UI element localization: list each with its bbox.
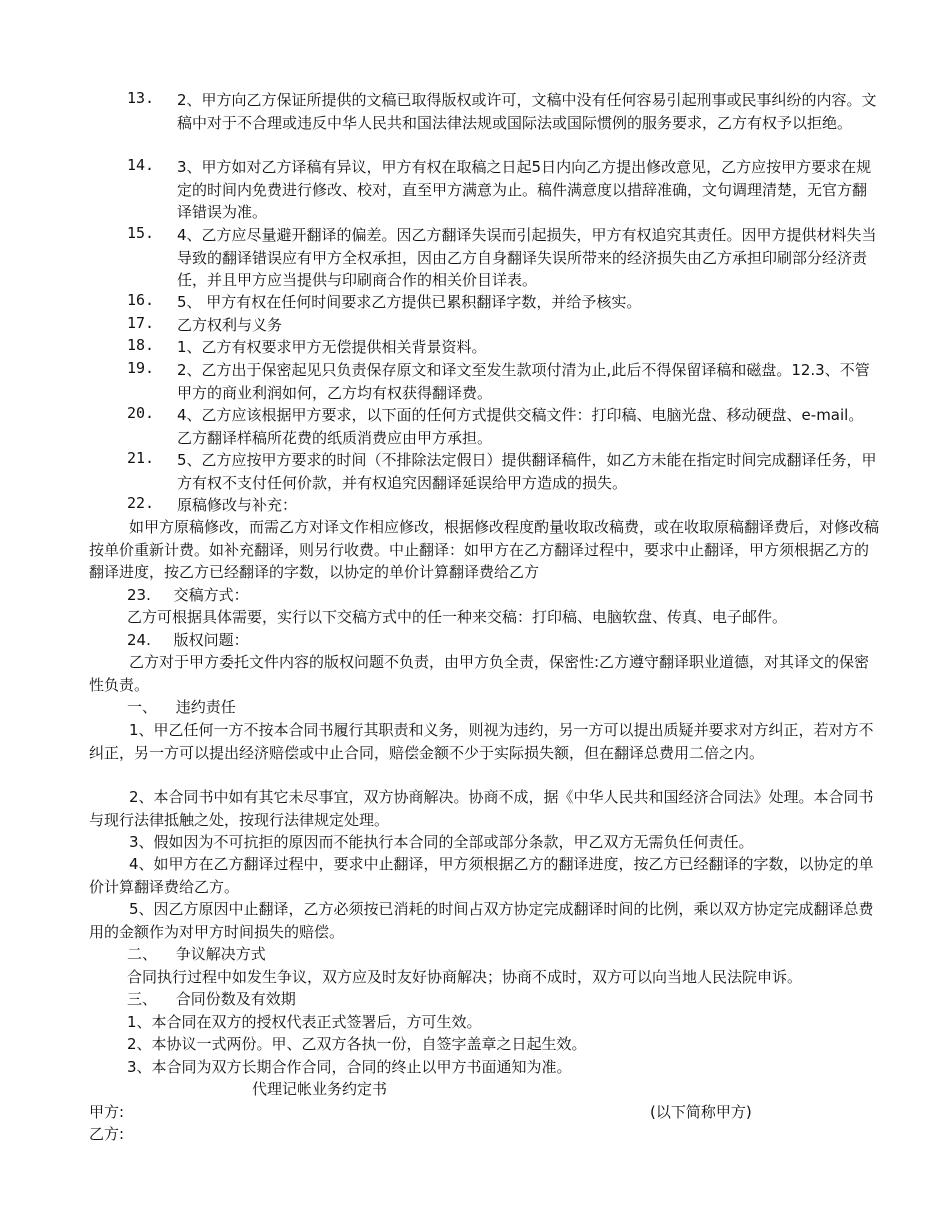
section-heading-3: [127, 988, 296, 1011]
clause-text: 2、乙方出于保密起见只负责保存原文和译文至发生款项付清为止,此后不得保留译稿和磁盘。12.3、不管甲方的商业利润如何，乙方均有权获得翻译费。: [177, 361, 870, 402]
breach-paragraph-1: [89, 719, 879, 764]
validity-line-1: 1、本合同在双方的授权代表正式签署后，方可生效。: [127, 1013, 482, 1031]
breach-text: 1、甲乙任何一方不按本合同书履行其职责和义务，则视为违约，另一方可以提出质疑并要求对方纠正，若对方不纠正，另一方可以提出经济赔偿或中止合同，赔偿金额不少于实际损失额，但在翻译总费用二倍之内。: [89, 721, 874, 762]
breach-text: 2、本合同书中如有其它未尽事宜，双方协商解决。协商不成，据《中华人民共和国经济合同法》处理。本合同书与现行法律抵触之处，按现行法律规定处理。: [89, 788, 874, 829]
clause-number: 19.: [127, 359, 155, 377]
section-title: 争议解决方式: [175, 945, 266, 963]
party-b-label: 乙方:: [89, 1125, 125, 1143]
revision-text: 如甲方原稿修改，而需乙方对译文作相应修改，根据修改程度酌量收取改稿费，或在收取原稿翻译费后，对修改稿按单价重新计费。如补充翻译，则另行收费。中止翻译：如甲方在乙方翻译过程中，要求中止翻译，甲方须根据乙方的翻译进度，按乙方已经翻译的字数，以协定的单价计算翻译费给乙方: [89, 518, 880, 581]
delivery-paragraph: 乙方可根据具体需要，实行以下交稿方式中的任一种来交稿：打印稿、电脑软盘、传真、电子邮件。: [127, 608, 788, 626]
breach-paragraph-2: [89, 786, 879, 831]
clause-text: 3、甲方如对乙方译稿有异议，甲方有权在取稿之日起5日内向乙方提出修改意见，乙方应按甲方要求在规定的时间内免费进行修改、校对，直至甲方满意为止。稿件满意度以措辞准确，文句调理清楚，无官方翻译错误为准。: [177, 158, 872, 221]
breach-text: 4、如甲方在乙方翻译过程中，要求中止翻译，甲方须根据乙方的翻译进度，按乙方已经翻译的字数，以协定的单价计算翻译费给乙方。: [89, 855, 874, 896]
validity-line-3: 3、本合同为双方长期合作合同，合同的终止以甲方书面通知为准。: [127, 1058, 572, 1076]
party-a-label: 甲方:: [89, 1103, 125, 1121]
clause-text: 5、乙方应按甲方要求的时间（不排除法定假日）提供翻译稿件，如乙方未能在指定时间完成翻译任务，甲方有权不支付任何价款，并有权追究因翻译延误给甲方造成的损失。: [177, 451, 877, 492]
clause-number: 24.: [127, 631, 151, 649]
clause-number: 16.: [127, 291, 155, 309]
clause-23: [127, 584, 249, 607]
clause-text: 2、甲方向乙方保证所提供的文稿已取得版权或许可，文稿中没有任何容易引起刑事或民事纠纷的内容。文稿中对于不合理或违反中华人民共和国法律法规或国际法或国际惯例的服务要求，乙方有权予以拒绝。: [177, 91, 877, 132]
breach-paragraph-4: [89, 853, 879, 898]
party-a-note: (以下简称甲方): [650, 1103, 752, 1121]
clause-number: 21.: [127, 449, 155, 467]
clause-number: 20.: [127, 404, 155, 422]
clause-number: 17.: [127, 314, 155, 332]
copyright-text: 乙方对于甲方委托文件内容的版权问题不负责，由甲方负全责，保密性:乙方遵守翻译职业道德，对其译文的保密性负责。: [89, 653, 870, 694]
clause-number: 22.: [127, 494, 155, 512]
clause-text: 5、 甲方有权在任何时间要求乙方提供已累积翻译字数，并给予核实。: [177, 293, 642, 311]
clause-text: 原稿修改与补充：: [177, 496, 298, 514]
breach-text: 3、假如因为不可抗拒的原因而不能执行本合同的全部或部分条款，甲乙双方无需负任何责任。: [129, 833, 754, 851]
breach-paragraph-3: [89, 831, 879, 854]
section-number: 三、: [127, 990, 158, 1008]
clause-text: 4、乙方应该根据甲方要求，以下面的任何方式提供交稿文件：打印稿、电脑光盘、移动硬盘、e-mail。乙方翻译样稿所花费的纸质消费应由甲方承担。: [177, 406, 864, 447]
clause-text: 1、乙方有权要求甲方无偿提供相关背景资料。: [177, 338, 487, 356]
clause-number: 13.: [127, 89, 155, 107]
section-title: 违约责任: [175, 698, 236, 716]
section-heading-1: [127, 696, 236, 719]
revision-paragraph: [89, 516, 879, 584]
dispute-paragraph: 合同执行过程中如发生争议，双方应及时友好协商解决；协商不成时，双方可以向当地人民法院申诉。: [127, 968, 803, 986]
clause-number: 14.: [127, 156, 155, 174]
clause-text: 交稿方式：: [173, 586, 249, 604]
section-number: 二、: [127, 945, 158, 963]
clause-text: 版权问题：: [173, 631, 249, 649]
breach-text: 5、因乙方原因中止翻译，乙方必须按已消耗的时间占双方协定完成翻译时间的比例，乘以双方协定完成翻译总费用的金额作为对甲方时间损失的赔偿。: [89, 900, 874, 941]
section-number: 一、: [127, 698, 158, 716]
copyright-paragraph: [89, 651, 879, 696]
next-document-title: 代理记帐业务约定书: [252, 1080, 388, 1098]
section-title: 合同份数及有效期: [175, 990, 296, 1008]
clause-text: 乙方权利与义务: [177, 316, 283, 334]
section-heading-2: [127, 943, 266, 966]
clause-number: 23.: [127, 586, 151, 604]
clause-number: 15.: [127, 224, 155, 242]
clause-number: 18.: [127, 336, 155, 354]
validity-line-2: 2、本协议一式两份。甲、乙双方各执一份，自签字盖章之日起生效。: [127, 1035, 587, 1053]
breach-paragraph-5: [89, 898, 879, 943]
clause-24: [127, 629, 249, 652]
clause-text: 4、乙方应尽量避开翻译的偏差。因乙方翻译失误而引起损失，甲方有权追究其责任。因甲方提供材料失当导致的翻译错误应有甲方全权承担，因由乙方自身翻译失误所带来的经济损失由乙方承担印刷部分经济责任，并且甲方应当提供与印刷商合作的相关价目详表。: [177, 226, 877, 289]
